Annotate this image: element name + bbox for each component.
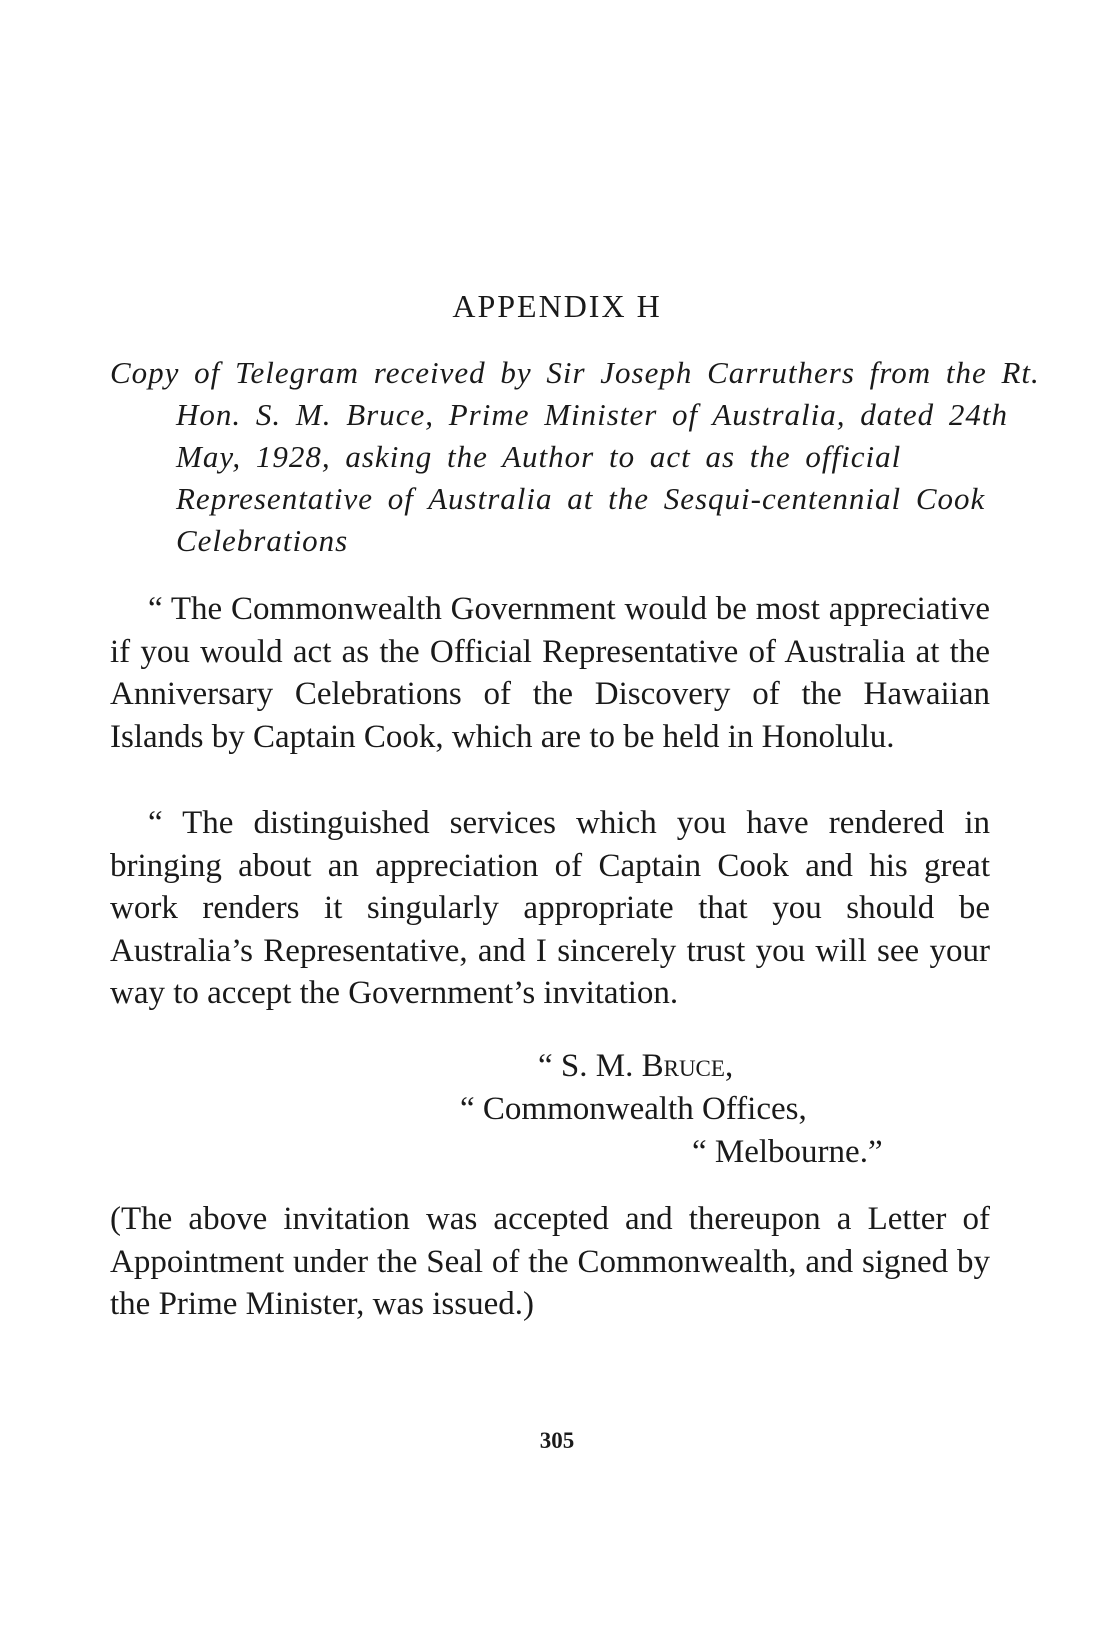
page-number: 305 [539, 1428, 575, 1453]
appendix-heading: APPENDIX H [452, 288, 662, 324]
acceptance-note: (The above invitation was accepted and thereupon a Letter of Appointment under the Seal of the Commonwealth, and signed by the Prime Minister, was issued.) [110, 1201, 990, 1322]
signature-name-prefix: “ S. M. [538, 1048, 642, 1084]
telegram-caption: Copy of Telegram received by Sir Joseph Carruthers from the Rt. Hon. S. M. Bruce, Prime Minister of Australia, dated 24th May, 1928, asking the Author to act as the official Representative of Australia at the Sesqui-centennial Cook Celebrations [110, 355, 1040, 558]
telegram-paragraph-2: “ The distinguished services which you have rendered in bringing about an appreciation of Captain Cook and his great work renders it singularly appropriate that you should be Australia’s Representative, and I sincerely trust you will see your way to accept the Government’s invitation. [110, 805, 990, 1011]
signature-office: “ Commonwealth Offices, [460, 1091, 807, 1127]
telegram-paragraph-1: “ The Commonwealth Government would be most appreciative if you would act as the Official Representative of Australia at the Anniversary Celebrations of the Discovery of the Hawaiian Islands by Captain Cook, which are to be held in Honolulu. [110, 591, 990, 755]
signature-city: “ Melbourne.” [692, 1134, 883, 1170]
signature-surname: Bruce, [641, 1048, 734, 1084]
signature-name [538, 1045, 733, 1088]
